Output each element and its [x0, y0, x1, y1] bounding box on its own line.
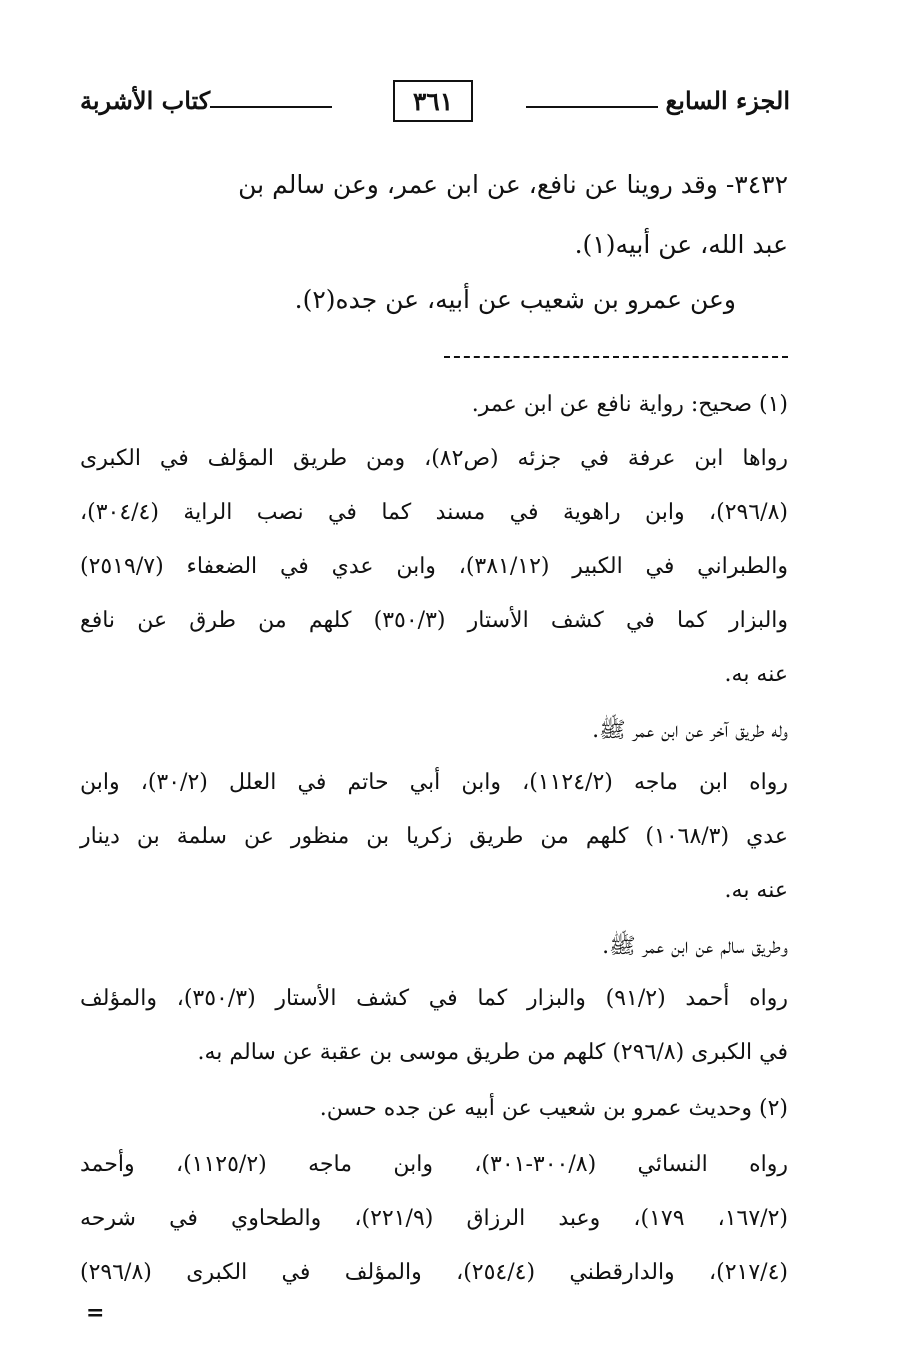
main-text-line-2: عبد الله، عن أبيه(١). — [574, 230, 788, 259]
footnote-2-line: (١٦٧/٢، ١٧٩)، وعبد الرزاق (٢٢١/٩)، والطحاوي في شرحه — [80, 1206, 789, 1231]
footnote-2-line: (٢١٧/٤)، والدارقطني (٢٥٤/٤)، والمؤلف في الكبرى (٢٩٦/٨) — [80, 1260, 789, 1285]
book-title: كتاب الأشربة — [80, 86, 211, 115]
volume-label: الجزء السابع — [665, 86, 790, 115]
footnote-1-line: عنه به. — [724, 662, 788, 687]
footnote-1-sub2-line: رواه أحمد (٩١/٢) والبزار كما في كشف الأستار (٣٥٠/٣)، والمؤلف — [80, 986, 788, 1011]
footnote-divider — [444, 356, 788, 358]
footnote-1-sub1-line: رواه ابن ماجه (١١٢٤/٢)، وابن أبي حاتم في العلل (٣٠/٢)، وابن — [80, 770, 788, 795]
footnote-1-line: والطبراني في الكبير (٣٨١/١٢)، وابن عدي في الضعفاء (٢٥١٩/٧) — [80, 554, 788, 579]
main-text-line-3: وعن عمرو بن شعيب عن أبيه، عن جده(٢). — [294, 285, 736, 314]
footnote-1-sub2-line: في الكبرى (٢٩٦/٨) كلهم من طريق موسى بن عقبة عن سالم به. — [197, 1040, 788, 1065]
footnote-1-head: (١) صحيح: رواية نافع عن ابن عمر. — [471, 392, 788, 417]
footnote-1-line: رواها ابن عرفة في جزئه (ص٨٢)، ومن طريق المؤلف في الكبرى — [80, 446, 788, 471]
main-text-line-1: ٣٤٣٢- وقد روينا عن نافع، عن ابن عمر، وعن سالم بن — [238, 170, 788, 199]
footnote-2-head: (٢) وحديث عمرو بن شعيب عن أبيه عن جده حسن. — [319, 1096, 788, 1121]
footnote-1-sub1-line: عنه به. — [724, 878, 788, 903]
page-number: ٣٦١ — [393, 80, 473, 122]
footnote-2-line: رواه النسائي (٣٠٠/٨-٣٠١)، وابن ماجه (١١٢٥/٢)، وأحمد — [80, 1152, 789, 1177]
footnote-1-line: (٢٩٦/٨)، وابن راهوية في مسند كما في نصب الراية (٣٠٤/٤)، — [80, 500, 788, 525]
footnote-1-subhead-2: وطريق سالم عن ابن عمر ﷺ. — [602, 934, 788, 959]
footnote-1-sub1-line: عدي (١٠٦٨/٣) كلهم من طريق زكريا بن منظور عن سلمة بن دينار — [80, 824, 788, 849]
footnote-1-line: والبزار كما في كشف الأستار (٣٥٠/٣) كلهم من طرق عن نافع — [80, 608, 789, 633]
header-rule-left — [210, 106, 332, 108]
header-rule-right — [526, 106, 658, 108]
footnote-1-subhead-1: وله طريق آخر عن ابن عمر ﷺ. — [592, 718, 788, 743]
continuation-mark: = — [86, 1300, 105, 1326]
page-header — [70, 80, 790, 130]
